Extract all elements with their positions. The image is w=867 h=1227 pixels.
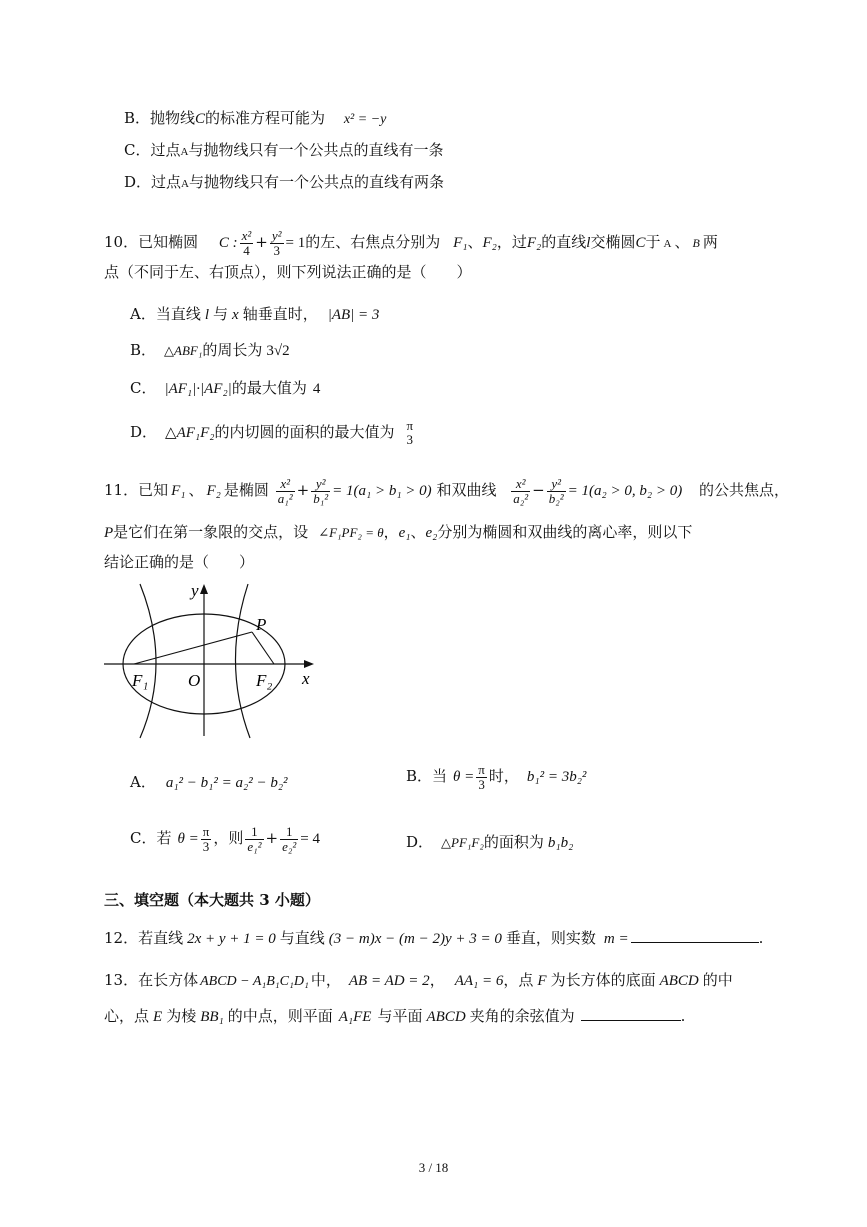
stem-text: 分别为椭圆和双曲线的离心率，则以下 (437, 523, 693, 541)
q11-stem-line1 (104, 470, 789, 511)
option-label: A． (130, 773, 156, 791)
denominator: 3 (478, 776, 485, 792)
stem-text: 的中 (702, 971, 733, 989)
math-equation: x² = −y (343, 112, 387, 127)
stem-text: 心，点 (104, 1007, 150, 1025)
math-symbol: B (692, 236, 700, 250)
q11-stem-line2 (104, 522, 692, 543)
question-number: 12．若直线 (104, 929, 184, 947)
stem-text: 于 (645, 233, 661, 251)
answer-blank[interactable] (581, 1006, 681, 1021)
label-f1: F₁ (132, 671, 149, 690)
label-f2: F₂ (256, 671, 273, 690)
hyperbola-left-branch (140, 584, 156, 738)
stem-text: 两 (702, 233, 718, 251)
option-label: A．当直线 (130, 305, 201, 323)
numerator: y² (311, 477, 330, 492)
denominator: 4 (243, 242, 250, 258)
option-label: D． (130, 423, 158, 441)
q13-stem-line1 (104, 970, 733, 992)
math-symbol: A₁FE (338, 1009, 372, 1025)
q9-option-d (124, 172, 444, 194)
q10-option-d (130, 412, 417, 453)
option-text: 轴垂直时， (242, 305, 318, 323)
option-label: B．当 (406, 767, 448, 785)
math-equation: a₁² − b₁² = a₂² − b₂² (165, 775, 288, 791)
math-symbol: BB₁ (200, 1009, 224, 1025)
math-equation: |AB| = 3 (327, 307, 380, 323)
segment-f1-p (134, 632, 252, 664)
math-equation: = 1 (285, 235, 306, 251)
math-symbol: θ = (177, 831, 199, 847)
q11-stem-line3: 结论正确的是（ ） (104, 553, 255, 571)
math-equation: = 1(a₂ > 0, b₂ > 0) (567, 483, 683, 499)
option-text: 的面积为 (483, 833, 544, 851)
stem-text: 夹角的余弦值为 (469, 1007, 575, 1025)
option-label: B． (130, 341, 157, 359)
math-symbol: C : (218, 235, 238, 251)
stem-text: 与平面 (377, 1007, 423, 1025)
math-equation: (3 − m)x − (m − 2)y + 3 = 0 (328, 931, 502, 947)
math-symbol: C (195, 111, 206, 127)
hyperbola-right-branch (235, 584, 250, 738)
numerator: π (202, 823, 210, 839)
math-symbol: △ABF₁ (164, 343, 203, 358)
denominator: a₂² (513, 490, 529, 506)
math-symbol: e₂ (425, 525, 438, 541)
math-operator: − (532, 481, 545, 499)
stem-text: 的中点，则平面 (227, 1007, 333, 1025)
q10-stem-line2: 点（不同于左、右顶点），则下列说法正确的是（ ） (104, 263, 472, 281)
math-symbol: ABCD (659, 973, 699, 989)
denominator: 3 (202, 838, 210, 854)
stem-text: 是椭圆 (223, 481, 269, 499)
math-operator: + (265, 829, 279, 847)
denominator: a₁² (277, 490, 293, 506)
math-symbol: ABCD (426, 1009, 466, 1025)
page-number: 3 / 18 (418, 1160, 449, 1175)
numerator: x² (241, 227, 252, 243)
option-text: 时， (488, 767, 519, 785)
math-symbol: A (663, 238, 672, 250)
math-symbol: △PF₁F₂ (441, 835, 484, 850)
q11-option-d (406, 832, 573, 853)
numerator: y² (271, 227, 282, 243)
option-text: 与抛物线只有一个公共点的直线有两条 (188, 173, 444, 191)
label-p: P (256, 615, 267, 634)
option-text: 的内切圆的面积的最大值为 (214, 423, 395, 441)
q10-option-a (130, 304, 379, 325)
math-symbol: F₁ (453, 235, 468, 251)
fraction (476, 763, 487, 792)
separator: 、 (467, 233, 483, 251)
label-x: x (302, 669, 310, 688)
numerator: π (406, 418, 414, 433)
fraction (240, 229, 254, 258)
stem-text: ，过 (496, 233, 527, 251)
option-label: C．若 (130, 829, 172, 847)
fraction (276, 477, 295, 506)
stem-text: 中， (310, 971, 341, 989)
math-equation: 2x + y + 1 = 0 (187, 931, 276, 947)
denominator: 3 (273, 242, 280, 258)
question-number: 13．在长方体 (104, 971, 199, 989)
fraction (547, 477, 566, 506)
denominator: b₂² (548, 490, 564, 506)
option-label: B．抛物线 (124, 109, 196, 127)
math-symbol: C (635, 235, 646, 251)
stem-text: 与直线 (279, 929, 325, 947)
math-expression: |AF₁|·|AF₂| (164, 381, 232, 397)
q9-option-c (124, 140, 443, 162)
fraction (405, 419, 416, 447)
fraction (270, 229, 284, 258)
punctuation: . (680, 1007, 686, 1025)
stem-text: 和双曲线 (436, 481, 497, 499)
q12-stem (104, 928, 763, 949)
numerator: 1 (280, 825, 298, 840)
label-o: O (188, 671, 201, 690)
option-label: C． (130, 379, 157, 397)
math-operator: + (255, 233, 268, 251)
q11-option-a (130, 772, 288, 793)
math-equation: = 1(a₁ > b₁ > 0) (332, 483, 432, 499)
denominator: e₂² (282, 838, 297, 854)
q10-stem-line1 (104, 222, 718, 264)
math-symbol: θ = (453, 769, 475, 785)
fraction (511, 477, 530, 506)
option-text: 的周长为 (202, 341, 263, 359)
math-symbol: l (204, 307, 210, 323)
math-value: 4 (312, 381, 321, 397)
math-symbol: l (586, 235, 591, 251)
math-symbol: A (180, 146, 189, 158)
fraction (311, 477, 330, 506)
stem-text: 的左、右焦点分别为 (305, 233, 441, 251)
q11-option-c (130, 818, 320, 859)
section-heading: 三、填空题（本大题共 3 小题） (104, 891, 320, 909)
fraction (245, 825, 263, 854)
math-symbol: F₂ (206, 483, 221, 499)
separator: 、 (410, 523, 426, 541)
y-axis-arrow (200, 584, 208, 594)
stem-text: 为棱 (166, 1007, 197, 1025)
math-symbol: F₂ (526, 235, 542, 251)
math-symbol: ABCD − A₁B₁C₁D₁ (200, 974, 309, 989)
numerator: x² (276, 477, 295, 492)
math-equation: b₁² = 3b₂² (526, 769, 587, 785)
math-value: 3√2 (266, 343, 290, 359)
math-symbol: e₁ (398, 525, 411, 541)
x-axis-arrow (304, 660, 314, 668)
stem-text: 垂直，则实数 (505, 929, 596, 947)
math-symbol: A (181, 178, 189, 190)
separator: 、 (674, 233, 690, 251)
numerator: y² (547, 477, 566, 492)
math-symbol: m = (603, 931, 629, 947)
separator: ， (383, 523, 399, 541)
stem-text: 的公共焦点， (698, 481, 789, 499)
numerator: π (478, 761, 485, 777)
q9-option-b (124, 108, 386, 130)
option-text: ，则 (213, 829, 244, 847)
ellipse-hyperbola-figure (100, 578, 322, 740)
separator: ， (429, 971, 445, 989)
q10-option-b (130, 340, 290, 361)
option-label: C．过点 (124, 141, 181, 159)
stem-text: ，点 (503, 971, 534, 989)
math-value: b₁b₂ (547, 835, 574, 851)
numerator: x² (511, 477, 530, 492)
q13-stem-line2 (104, 1006, 685, 1027)
fraction (280, 825, 298, 854)
answer-blank[interactable] (631, 928, 759, 943)
denominator: b₁² (313, 490, 329, 506)
math-symbol: E (153, 1009, 163, 1025)
math-symbol: x (232, 307, 239, 323)
stem-text: 的直线 (541, 233, 587, 251)
fraction (201, 825, 212, 854)
question-number: 11．已知 (104, 481, 169, 499)
math-symbol: △AF₁F₂ (165, 425, 215, 441)
option-text: 与抛物线只有一个公共点的直线有一条 (188, 141, 444, 159)
stem-text: 是它们在第一象限的交点，设 (113, 523, 309, 541)
option-label: D． (406, 833, 434, 851)
math-symbol: F (537, 973, 547, 989)
stem-text: 交椭圆 (590, 233, 636, 251)
denominator: e₁² (247, 838, 262, 854)
option-text: 与 (213, 305, 229, 323)
option-text: 的标准方程可能为 (205, 109, 326, 127)
stem-text: 为长方体的底面 (550, 971, 656, 989)
math-operator: + (296, 481, 310, 499)
math-equation: AB = AD = 2 (348, 973, 430, 989)
q11-option-b (406, 756, 586, 797)
label-y: y (191, 581, 199, 600)
punctuation: . (758, 929, 764, 947)
math-symbol: P (104, 525, 114, 541)
option-label: D．过点 (124, 173, 182, 191)
denominator: 3 (406, 432, 414, 447)
question-number: 10．已知椭圆 (104, 233, 199, 251)
math-equation: AA₁ = 6 (454, 973, 504, 989)
option-text: 的最大值为 (231, 379, 307, 397)
numerator: 1 (245, 825, 263, 840)
separator: 、 (188, 481, 204, 499)
math-symbol: F₁ (171, 483, 186, 499)
q10-option-c (130, 378, 320, 399)
math-symbol: F₂ (482, 235, 497, 251)
math-equation: = 4 (300, 831, 320, 847)
math-equation: ∠F₁PF₂ = θ (318, 525, 384, 540)
segment-p-f2 (252, 632, 274, 664)
